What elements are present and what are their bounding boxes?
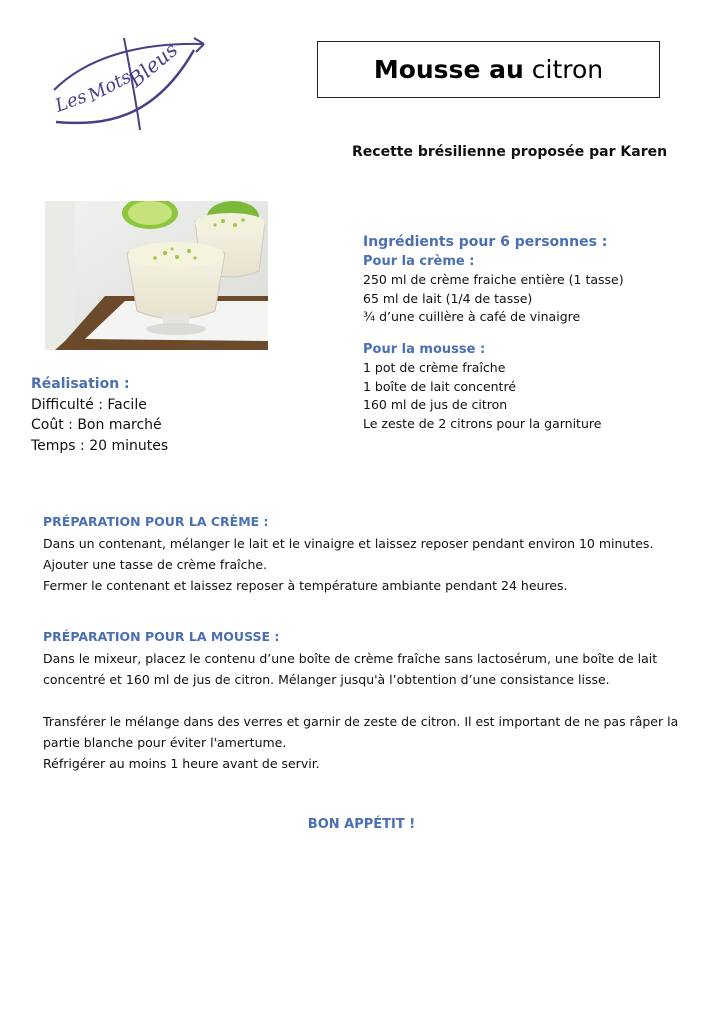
logo [44,30,214,138]
mousse-ingredients-heading: Pour la mousse : [363,341,486,357]
realisation-cost: Coût : Bon marché [31,417,162,433]
prep-paragraph: Dans le mixeur, placez le contenu d’une boîte de crème fraîche sans lactosérum, une boîte de lait concentré et 160 ml de jus de citron. Mélanger jusqu'à l’obtention d’une consistance lisse. [43,651,658,687]
title-rest: citron [531,55,604,84]
title-box [317,41,660,98]
svg-text:Les: Les [52,86,90,117]
prep-paragraph: Transférer le mélange dans des verres et garnir de zeste de citron. Il est important de ne pas râper la partie blanche pour éviter l'amertume. [43,714,679,750]
recipe-photo [45,201,268,350]
logo-icon [44,30,214,138]
prep-creme-block [43,511,683,596]
ingredients-block [363,233,624,433]
list-item: 250 ml de crème fraiche entière (1 tasse) [363,272,624,287]
realisation-difficulty: Difficulté : Facile [31,396,147,413]
list-item: 65 ml de lait (1/4 de tasse) [363,290,533,306]
realisation-heading: Réalisation : [31,376,130,392]
prep-creme-heading: PRÉPARATION POUR LA CRÈME : [43,514,269,529]
ingredients-heading: Ingrédients pour 6 personnes : [363,234,608,250]
list-item: 1 boîte de lait concentré [363,378,517,394]
list-item: 160 ml de jus de citron [363,397,508,412]
prep-line: Ajouter une tasse de crème fraîche. [43,557,268,572]
svg-text:Bleus: Bleus [123,37,183,92]
list-item: ¾ d’une cuillère à café de vinaigre [363,309,581,324]
title-bold: Mousse au [373,55,524,84]
list-item: Le zeste de 2 citrons pour la garniture [363,415,602,431]
prep-line: Dans un contenant, mélanger le lait et le vinaigre et laissez reposer pendant environ 10 minutes. [43,536,654,551]
creme-ingredients-heading: Pour la crème : [363,253,475,269]
subtitle: Recette brésilienne proposée par Karen [352,144,668,160]
realisation-time: Temps : 20 minutes [31,437,169,454]
prep-paragraph: Réfrigérer au moins 1 heure avant de servir. [43,756,320,771]
prep-mousse-block [43,626,683,774]
prep-mousse-heading: PRÉPARATION POUR LA MOUSSE : [43,629,280,644]
realisation-block [31,374,168,456]
lemon-mousse-glasses-photo-icon [45,201,268,350]
svg-text:Mots: Mots [84,66,135,107]
prep-line: Fermer le contenant et laissez reposer à température ambiante pendant 24 heures. [43,578,568,593]
list-item: 1 pot de crème fraîche [363,360,506,375]
closing-text: BON APPÉTIT ! [307,817,416,832]
